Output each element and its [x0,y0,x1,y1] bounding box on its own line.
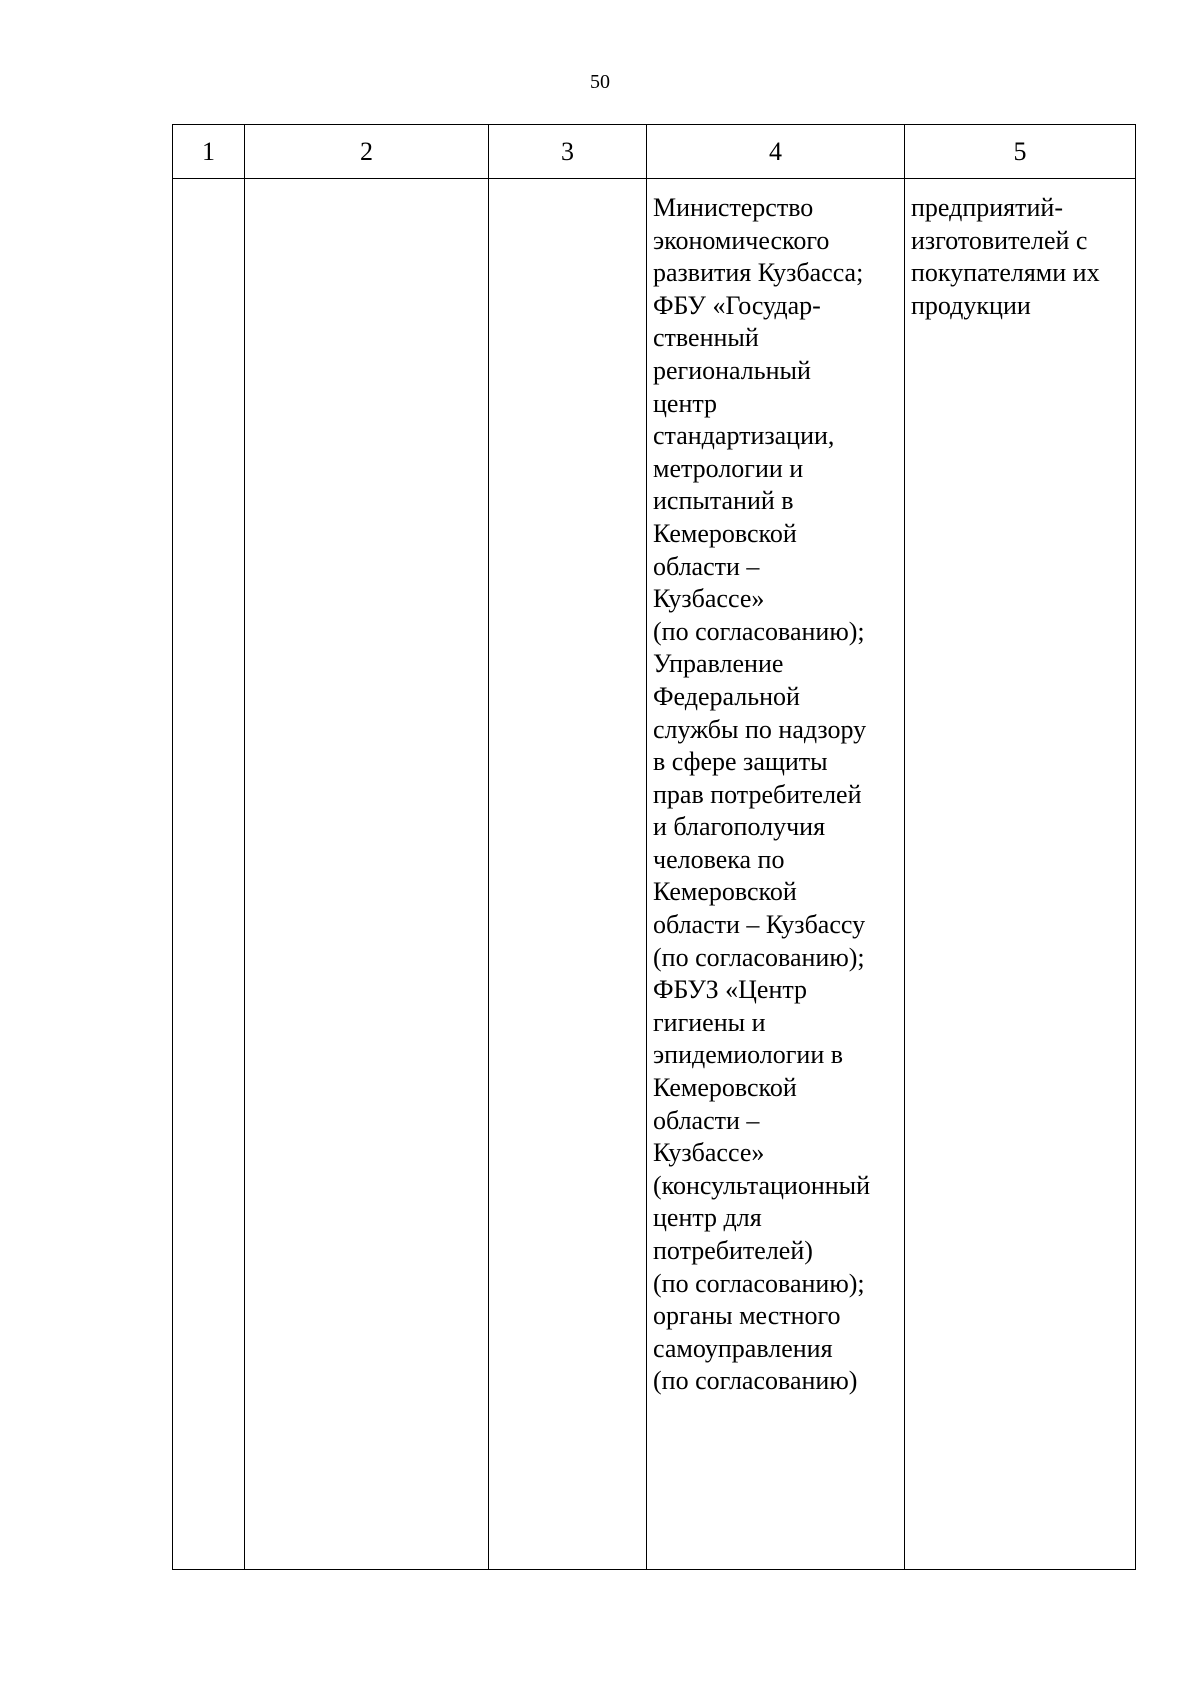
column-header-3: 3 [489,125,647,179]
column-header-1: 1 [173,125,245,179]
cell-col3-text [489,179,646,192]
cell-col4 [647,179,905,1570]
responsible-executors-text: Министерство экономического развития Кузбасса; ФБУ «Государ- ственный региональный центр стандартизации, метрологии и испытаний в Кемеровской области – Кузбассе» (по согласованию); Управление Федеральной службы по надзору в сфере защиты прав потребителей и благополучия человека по Кемеровской области – Кузбассу (по согласованию); ФБУЗ «Центр гигиены и эпидемиологии в Кемеровской области – Кузбассе» (консультационный центр для потребителей) (по согласованию); органы местного самоуправления (по согласованию) [653,193,871,1396]
document-table [172,124,1136,1570]
cell-col1-text [173,179,244,192]
page-number: 50 [590,71,610,93]
column-header-2: 2 [245,125,489,179]
result-text: предприятий- изготовителей с покупателями их продукции [911,193,1100,320]
table-row [173,179,1136,1570]
column-header-4: 4 [647,125,905,179]
cell-col1 [173,179,245,1570]
cell-col2-text [245,179,488,192]
column-header-5: 5 [905,125,1136,179]
cell-col5 [905,179,1136,1570]
cell-col3 [489,179,647,1570]
table-header-row [173,125,1136,179]
cell-col2 [245,179,489,1570]
